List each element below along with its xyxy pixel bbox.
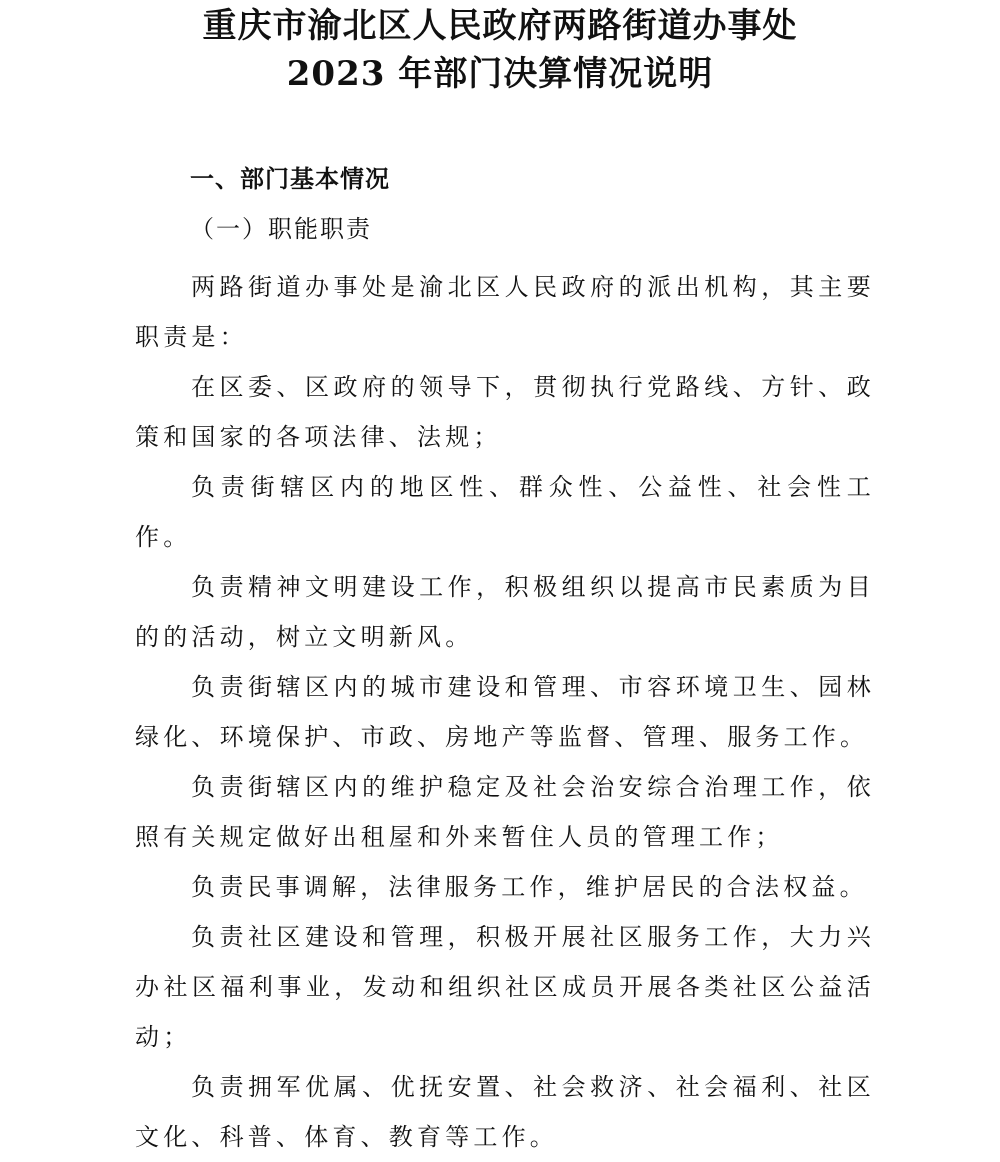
paragraph-duty-community: 负责社区建设和管理，积极开展社区服务工作，大力兴办社区福利事业，发动和组织社区成员开展各类社区公益活动； bbox=[135, 923, 875, 1051]
paragraph-duty-mediation: 负责民事调解，法律服务工作，维护居民的合法权益。 bbox=[191, 873, 868, 901]
paragraph-duty-local-affairs: 负责街辖区内的地区性、群众性、公益性、社会性工作。 bbox=[135, 473, 875, 551]
document-body bbox=[135, 262, 875, 1162]
document-title-line-2: 2023 年部门决算情况说明 bbox=[286, 54, 714, 94]
subsection-heading: （一）职能职责 bbox=[190, 215, 372, 243]
paragraph-duty-leadership: 在区委、区政府的领导下，贯彻执行党路线、方针、政策和国家的各项法律、法规； bbox=[135, 373, 875, 451]
paragraph-duty-stability: 负责街辖区内的维护稳定及社会治安综合治理工作，依照有关规定做好出租屋和外来暂住人员的管理工作； bbox=[135, 773, 875, 851]
document-title-line-1: 重庆市渝北区人民政府两路街道办事处 bbox=[202, 6, 798, 46]
paragraph-intro: 两路街道办事处是渝北区人民政府的派出机构，其主要职责是： bbox=[135, 273, 875, 351]
paragraph-duty-welfare: 负责拥军优属、优抚安置、社会救济、社会福利、社区文化、科普、体育、教育等工作。 bbox=[135, 1073, 875, 1151]
paragraph-duty-urban-management: 负责街辖区内的城市建设和管理、市容环境卫生、园林绿化、环境保护、市政、房地产等监督、管理、服务工作。 bbox=[135, 673, 875, 751]
section-heading: 一、部门基本情况 bbox=[190, 165, 390, 193]
paragraph-duty-civilization: 负责精神文明建设工作，积极组织以提高市民素质为目的的活动，树立文明新风。 bbox=[135, 573, 875, 651]
